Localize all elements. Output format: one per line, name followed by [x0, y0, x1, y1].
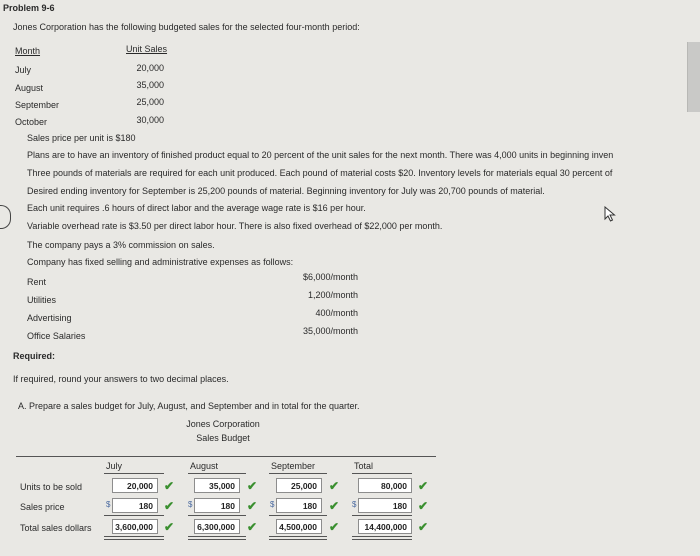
problem-title: Problem 9-6 — [3, 3, 55, 13]
check-icon: ✔ — [247, 479, 258, 493]
budget-title: Sales Budget — [196, 433, 250, 443]
row-label-total-sales: Total sales dollars — [20, 523, 92, 533]
expense-name: Office Salaries — [27, 331, 86, 341]
intro-text: Jones Corporation has the following budgeted sales for the selected four-month period: — [13, 22, 360, 32]
units-total-input[interactable]: 80,000 — [358, 478, 412, 493]
fact-line: Each unit requires .6 hours of direct labor and the average wage rate is $16 per hour. — [27, 203, 366, 213]
units-september-input[interactable]: 25,000 — [276, 478, 322, 493]
row-label-price: Sales price — [20, 502, 65, 512]
sales-total-input[interactable]: 14,400,000 — [358, 519, 412, 534]
rounding-note: If required, round your answers to two decimal places. — [13, 374, 229, 384]
check-icon: ✔ — [329, 499, 340, 513]
fact-line: Variable overhead rate is $3.50 per direct labor hour. There is also fixed overhead of $22,000 per month. — [27, 221, 443, 231]
subtotal-rule — [188, 515, 246, 516]
subtotal-rule — [269, 515, 327, 516]
fact-line: Sales price per unit is $180 — [27, 133, 136, 143]
required-label: Required: — [13, 351, 56, 361]
subtotal-rule — [104, 515, 164, 516]
check-icon: ✔ — [418, 520, 429, 534]
units-value: 20,000 — [136, 63, 164, 73]
fact-line: Three pounds of materials are required for each unit produced. Each pound of material costs $20. Inventory levels for materials equal 30 percent of — [27, 168, 613, 178]
vertical-scrollbar[interactable] — [687, 42, 700, 112]
total-double-rule — [269, 536, 327, 540]
price-august-input[interactable]: 180 — [194, 498, 240, 513]
header-rule — [352, 473, 412, 474]
expense-amount: 35,000/month — [302, 326, 358, 336]
expense-name: Utilities — [27, 295, 57, 305]
check-icon: ✔ — [247, 499, 258, 513]
mouse-cursor-icon — [604, 206, 618, 222]
part-a-instruction: A. Prepare a sales budget for July, August, and September and in total for the quarter. — [18, 401, 360, 411]
month-label: July — [15, 65, 32, 75]
check-icon: ✔ — [329, 520, 340, 534]
fact-line: The company pays a 3% commission on sales. — [27, 240, 215, 250]
fact-line: Company has fixed selling and administrative expenses as follows: — [27, 257, 294, 267]
units-value: 35,000 — [136, 80, 164, 90]
header-rule — [269, 473, 327, 474]
price-total-input[interactable]: 180 — [358, 498, 412, 513]
units-value: 25,000 — [136, 97, 164, 107]
subtotal-rule — [352, 515, 412, 516]
budget-company: Jones Corporation — [186, 419, 260, 429]
col-september: September — [271, 461, 316, 471]
expense-amount: $6,000/month — [302, 272, 358, 282]
month-label: August — [15, 83, 44, 93]
total-double-rule — [352, 536, 412, 540]
table-top-rule — [16, 456, 436, 457]
expense-name: Advertising — [27, 313, 72, 323]
header-rule — [104, 473, 164, 474]
dollar-sign: $ — [270, 500, 275, 509]
col-units-header: Unit Sales — [126, 44, 168, 54]
dollar-sign: $ — [188, 500, 193, 509]
check-icon: ✔ — [247, 520, 258, 534]
page-edge-bracket — [0, 205, 11, 229]
expense-name: Rent — [27, 277, 47, 287]
check-icon: ✔ — [164, 520, 175, 534]
check-icon: ✔ — [418, 499, 429, 513]
check-icon: ✔ — [164, 479, 175, 493]
sales-august-input[interactable]: 6,300,000 — [194, 519, 240, 534]
sales-september-input[interactable]: 4,500,000 — [276, 519, 322, 534]
price-september-input[interactable]: 180 — [276, 498, 322, 513]
check-icon: ✔ — [418, 479, 429, 493]
month-label: October — [15, 117, 48, 127]
header-rule — [188, 473, 246, 474]
check-icon: ✔ — [329, 479, 340, 493]
units-august-input[interactable]: 35,000 — [194, 478, 240, 493]
price-july-input[interactable]: 180 — [112, 498, 158, 513]
units-value: 30,000 — [136, 115, 164, 125]
dollar-sign: $ — [352, 500, 357, 509]
fact-line: Plans are to have an inventory of finished product equal to 20 percent of the unit sales for the next month. There was 4,000 units in beginning inven — [27, 150, 614, 160]
total-double-rule — [188, 536, 246, 540]
col-july: July — [106, 461, 123, 471]
col-month-header: Month — [15, 46, 41, 56]
col-august: August — [190, 461, 219, 471]
check-icon: ✔ — [164, 499, 175, 513]
month-label: September — [15, 100, 60, 110]
expense-amount: 400/month — [315, 308, 358, 318]
fact-line: Desired ending inventory for September is 25,200 pounds of material. Beginning inventory for July was 20,700 pounds of material. — [27, 186, 545, 196]
units-july-input[interactable]: 20,000 — [112, 478, 158, 493]
col-total: Total — [354, 461, 374, 471]
sales-july-input[interactable]: 3,600,000 — [112, 519, 158, 534]
row-label-units: Units to be sold — [20, 482, 83, 492]
expense-amount: 1,200/month — [307, 290, 358, 300]
total-double-rule — [104, 536, 164, 540]
dollar-sign: $ — [106, 500, 111, 509]
